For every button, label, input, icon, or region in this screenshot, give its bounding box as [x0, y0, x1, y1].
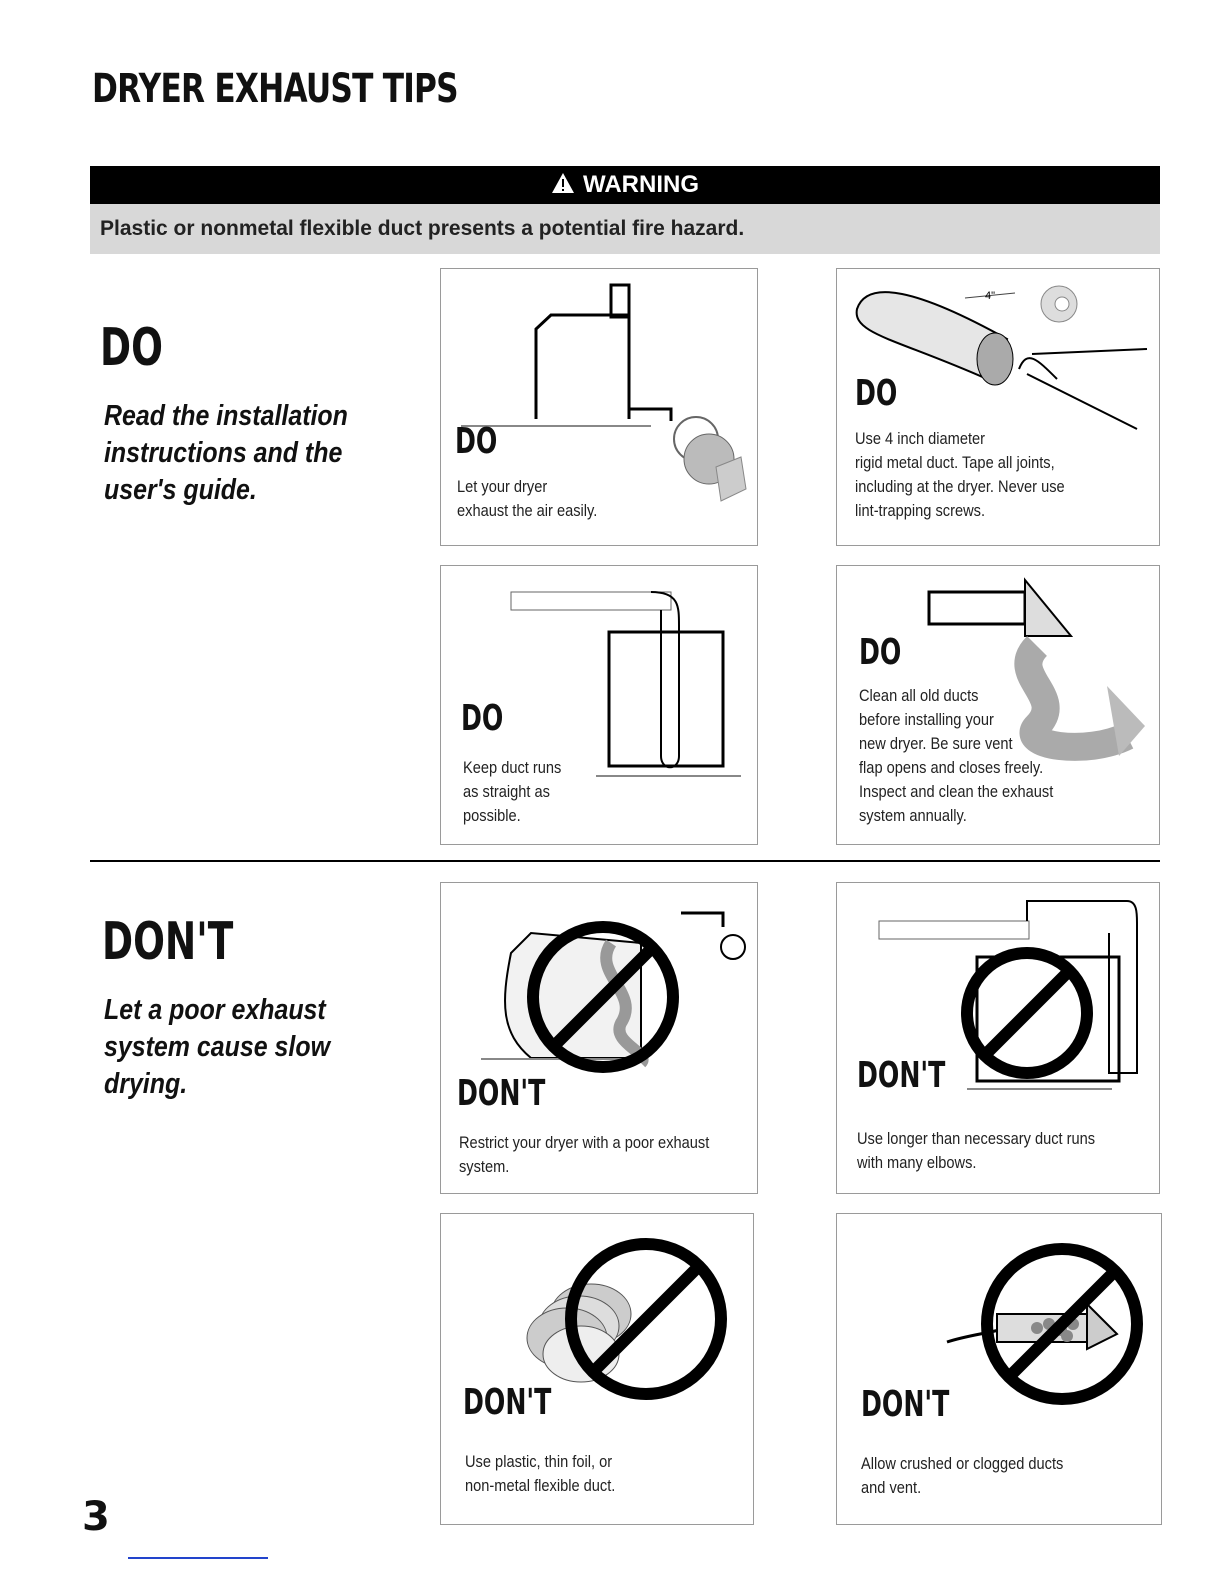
card-dont-restrict	[440, 882, 758, 1194]
warning-triangle-icon	[551, 172, 575, 194]
dont-subtitle: Let a poor exhaust system cause slow drying.	[104, 994, 330, 1100]
card-do-exhaust-easily	[440, 268, 758, 546]
card-do-clean-ducts	[836, 565, 1160, 845]
card-text: Allow crushed or clogged ducts and vent.	[861, 1454, 1064, 1497]
card-label: DON'T	[457, 1073, 546, 1114]
card-do-straight-runs	[440, 565, 758, 845]
duct-diameter-label: 4"	[985, 290, 996, 302]
warning-label: WARNING	[583, 171, 699, 198]
card-text: Keep duct runs as straight as possible.	[463, 758, 562, 825]
card-dont-crushed-ducts	[836, 1213, 1162, 1525]
card-label: DON'T	[857, 1055, 946, 1096]
do-heading: DO	[100, 318, 163, 378]
card-text: Use 4 inch diameter rigid metal duct. Tape all joints, including at the dryer. Never use lint-trapping screws.	[855, 429, 1065, 520]
card-dont-long-runs	[836, 882, 1160, 1194]
card-label: DON'T	[861, 1384, 950, 1425]
bottom-rule	[128, 1557, 268, 1559]
card-text: Clean all old ducts before installing your new dryer. Be sure vent flap opens and closes freely. Inspect and clean the exhaust system annually.	[859, 686, 1054, 825]
dont-heading: DON'T	[102, 912, 234, 972]
card-label: DO	[859, 632, 902, 673]
section-divider	[90, 860, 1160, 862]
card-do-rigid-duct	[836, 268, 1160, 546]
card-label: DO	[855, 373, 898, 414]
card-label: DO	[455, 421, 498, 462]
card-text: Use plastic, thin foil, or non-metal flexible duct.	[465, 1452, 616, 1495]
card-label: DO	[461, 698, 504, 739]
page-title: DRYER EXHAUST TIPS	[92, 66, 458, 112]
warning-message: Plastic or nonmetal flexible duct presents a potential fire hazard.	[90, 204, 1160, 254]
do-subtitle: Read the installation instructions and the user's guide.	[104, 400, 348, 506]
card-text: Restrict your dryer with a poor exhaust system.	[459, 1133, 710, 1176]
card-text: Use longer than necessary duct runs with many elbows.	[857, 1129, 1096, 1172]
warning-bar	[90, 166, 1160, 204]
card-text: Let your dryer exhaust the air easily.	[457, 477, 598, 520]
page-number: 3	[82, 1494, 110, 1540]
card-label: DON'T	[463, 1382, 552, 1423]
card-dont-plastic-duct	[440, 1213, 754, 1525]
